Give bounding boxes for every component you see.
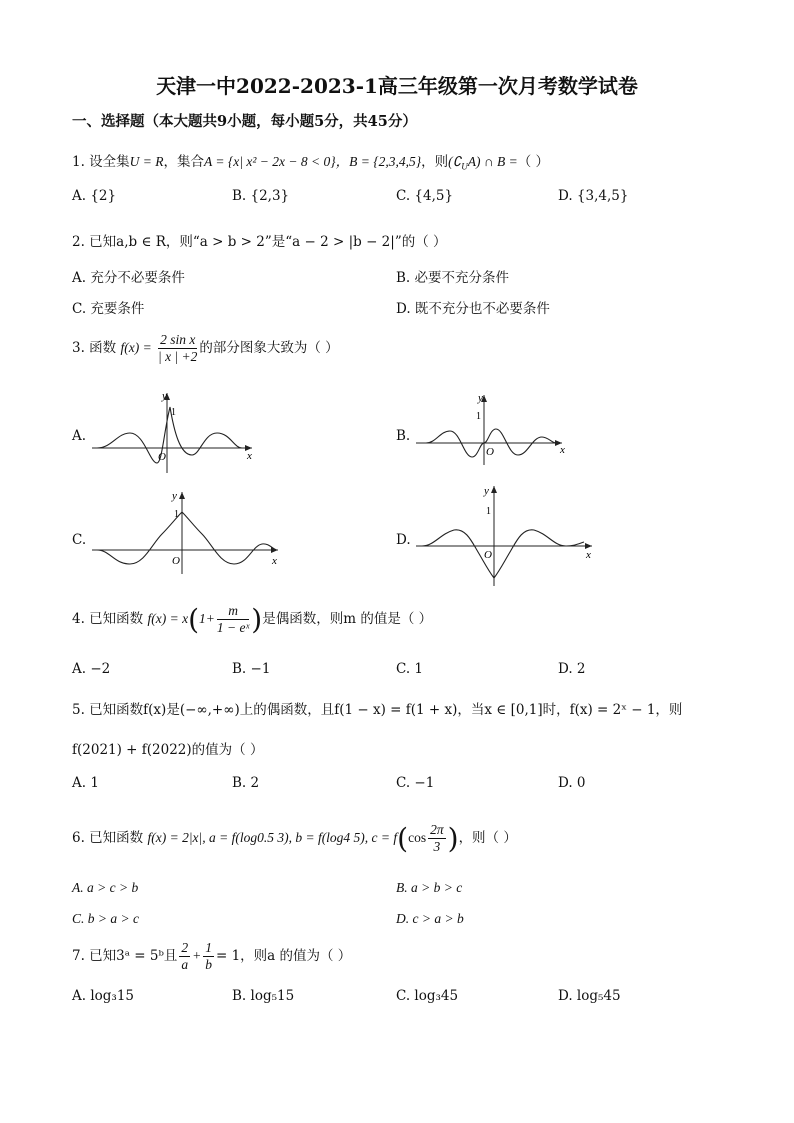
q7-option-d: D. log₅45 bbox=[558, 988, 621, 1004]
q1-stem-a: 1. 设全集 bbox=[72, 154, 130, 170]
q6-denominator: 3 bbox=[433, 839, 441, 854]
q1-stem-c: ，集合 bbox=[163, 154, 205, 170]
q3-a-origin-label: O bbox=[158, 451, 166, 463]
q6-numerator: 2π bbox=[430, 822, 444, 837]
q3-label-d: D. bbox=[396, 532, 411, 548]
q3-label-a: A. bbox=[72, 428, 87, 444]
q4-option-b: B. −1 bbox=[232, 661, 271, 677]
q7-stem-a: 7. 已知3ᵃ = 5ᵇ且 bbox=[72, 948, 178, 964]
question-7-stem bbox=[72, 940, 351, 973]
q7-fraction-2 bbox=[203, 940, 214, 973]
q3-stem-a: 3. 函数 bbox=[72, 340, 117, 356]
q1-blank: （ ） bbox=[517, 154, 550, 170]
question-1-stem bbox=[72, 150, 549, 172]
q1-set-a: A = {x| x² − 2x − 8 < 0} bbox=[204, 154, 336, 169]
q4-fx: f(x) = x bbox=[147, 611, 189, 626]
question-3-stem bbox=[72, 332, 339, 365]
q3-c-origin-label: O bbox=[172, 555, 180, 567]
q3-d-one-label: 1 bbox=[486, 506, 491, 517]
q5-option-c: C. −1 bbox=[396, 775, 435, 791]
q3-b-x-label: x bbox=[560, 444, 565, 456]
q1-universal-set: U = R bbox=[129, 154, 164, 169]
q1-stem-d: ，则 bbox=[421, 154, 449, 170]
q3-graph-a bbox=[92, 385, 272, 475]
page-title: 天津一中2022-2023-1高三年级第一次月考数学试卷 bbox=[156, 74, 638, 98]
q6-left-paren: ( bbox=[397, 822, 409, 855]
q3-c-y-label: y bbox=[172, 490, 177, 502]
q4-fraction bbox=[217, 603, 249, 636]
q7-option-a: A. log₃15 bbox=[72, 988, 135, 1004]
question-4-stem bbox=[72, 603, 432, 636]
q1-option-a: A. {2} bbox=[72, 188, 117, 204]
q3-b-origin-label: O bbox=[486, 446, 494, 458]
q7-numerator-1: 2 bbox=[181, 940, 189, 955]
q3-b-y-label: y bbox=[478, 392, 483, 404]
q4-one-plus: 1+ bbox=[199, 611, 215, 626]
q4-left-paren: ( bbox=[188, 603, 199, 636]
q6-stem-a: 6. 已知函数 bbox=[72, 830, 144, 846]
q6-option-a: A. a > c > b bbox=[72, 880, 139, 895]
q6-fraction bbox=[428, 822, 446, 855]
question-2-stem: 2. 已知a,b ∈ R，则“a > b > 2”是“a − 2 > |b − 2|”的（ ） bbox=[72, 234, 447, 250]
q3-a-y-label: y bbox=[162, 390, 167, 402]
q5-option-b: B. 2 bbox=[232, 775, 260, 791]
q3-d-origin-label: O bbox=[484, 549, 492, 561]
q1-complement: (∁ bbox=[448, 154, 462, 169]
q3-graph-d bbox=[416, 482, 616, 592]
q3-c-one-label: 1 bbox=[174, 509, 179, 520]
q7-option-c: C. log₃45 bbox=[396, 988, 459, 1004]
q6-option-c: C. b > a > c bbox=[72, 911, 139, 926]
q3-numerator: 2 sin x bbox=[158, 332, 197, 349]
q6-right-paren: ) bbox=[447, 822, 459, 855]
q3-graph-c bbox=[92, 488, 292, 578]
q3-fraction bbox=[158, 332, 197, 365]
q7-numerator-2: 1 bbox=[205, 940, 212, 955]
q3-a-x-label: x bbox=[247, 450, 252, 462]
q7-denominator-2: b bbox=[205, 957, 212, 972]
q3-d-y-label: y bbox=[484, 485, 489, 497]
q5-option-d: D. 0 bbox=[558, 775, 586, 791]
q3-fx: f(x) = bbox=[120, 340, 152, 355]
question-5-stem-line-1: 5. 已知函数f(x)是(−∞,+∞)上的偶函数，且f(1 − x) = f(1 + x)，当x ∈ [0,1]时，f(x) = 2ˣ − 1，则 bbox=[72, 702, 683, 718]
q1-option-b: B. {2,3} bbox=[232, 188, 290, 204]
q1-complement-sub: U bbox=[461, 161, 468, 172]
q4-option-a: A. −2 bbox=[72, 661, 111, 677]
q4-stem-b: 是偶函数，则m 的值是（ ） bbox=[262, 611, 433, 627]
q3-label-c: C. bbox=[72, 532, 87, 548]
q7-option-b: B. log₅15 bbox=[232, 988, 295, 1004]
q2-option-b: B. 必要不充分条件 bbox=[396, 270, 510, 286]
q1-set-b: ，B = {2,3,4,5} bbox=[335, 154, 422, 169]
q7-plus: + bbox=[192, 948, 202, 963]
q3-c-x-label: x bbox=[272, 555, 277, 567]
q1-option-d: D. {3,4,5} bbox=[558, 188, 629, 204]
q2-option-d: D. 既不充分也不必要条件 bbox=[396, 301, 550, 317]
q7-denominator-1: a bbox=[181, 957, 189, 972]
q3-b-one-label: 1 bbox=[476, 411, 481, 422]
q1-expr: A) ∩ B = bbox=[467, 154, 518, 169]
q3-label-b: B. bbox=[396, 428, 411, 444]
section-heading: 一、选择题（本大题共9小题，每小题5分，共45分） bbox=[72, 113, 417, 130]
q4-denominator: 1 − eˣ bbox=[216, 620, 250, 635]
q7-fraction-1 bbox=[179, 940, 190, 973]
q2-option-a: A. 充分不必要条件 bbox=[72, 270, 185, 286]
q3-graph-b bbox=[416, 385, 596, 475]
q3-d-x-label: x bbox=[586, 549, 591, 561]
q3-stem-b: 的部分图象大致为（ ） bbox=[199, 340, 339, 356]
q6-option-d: D. c > a > b bbox=[396, 911, 464, 926]
q6-stem-b: ，则（ ） bbox=[458, 830, 517, 846]
q3-a-one-label: 1 bbox=[171, 407, 176, 418]
question-5-stem-line-2: f(2021) + f(2022)的值为（ ） bbox=[72, 742, 264, 758]
q3-denominator: | x | +2 bbox=[157, 349, 198, 364]
q4-option-d: D. 2 bbox=[558, 661, 586, 677]
q2-option-c: C. 充要条件 bbox=[72, 301, 145, 317]
q4-option-c: C. 1 bbox=[396, 661, 424, 677]
question-6-stem bbox=[72, 822, 517, 855]
q6-expr: f(x) = 2|x|, a = f(log0.5 3), b = f(log4 5), c = f bbox=[147, 830, 398, 845]
q5-option-a: A. 1 bbox=[72, 775, 99, 791]
q4-numerator: m bbox=[217, 603, 249, 620]
q4-stem-a: 4. 已知函数 bbox=[72, 611, 144, 627]
q6-option-b: B. a > b > c bbox=[396, 880, 463, 895]
q6-cos: cos bbox=[408, 830, 427, 845]
q7-stem-b: = 1，则a 的值为（ ） bbox=[215, 948, 352, 964]
q4-right-paren: ) bbox=[251, 603, 263, 636]
q1-option-c: C. {4,5} bbox=[396, 188, 454, 204]
